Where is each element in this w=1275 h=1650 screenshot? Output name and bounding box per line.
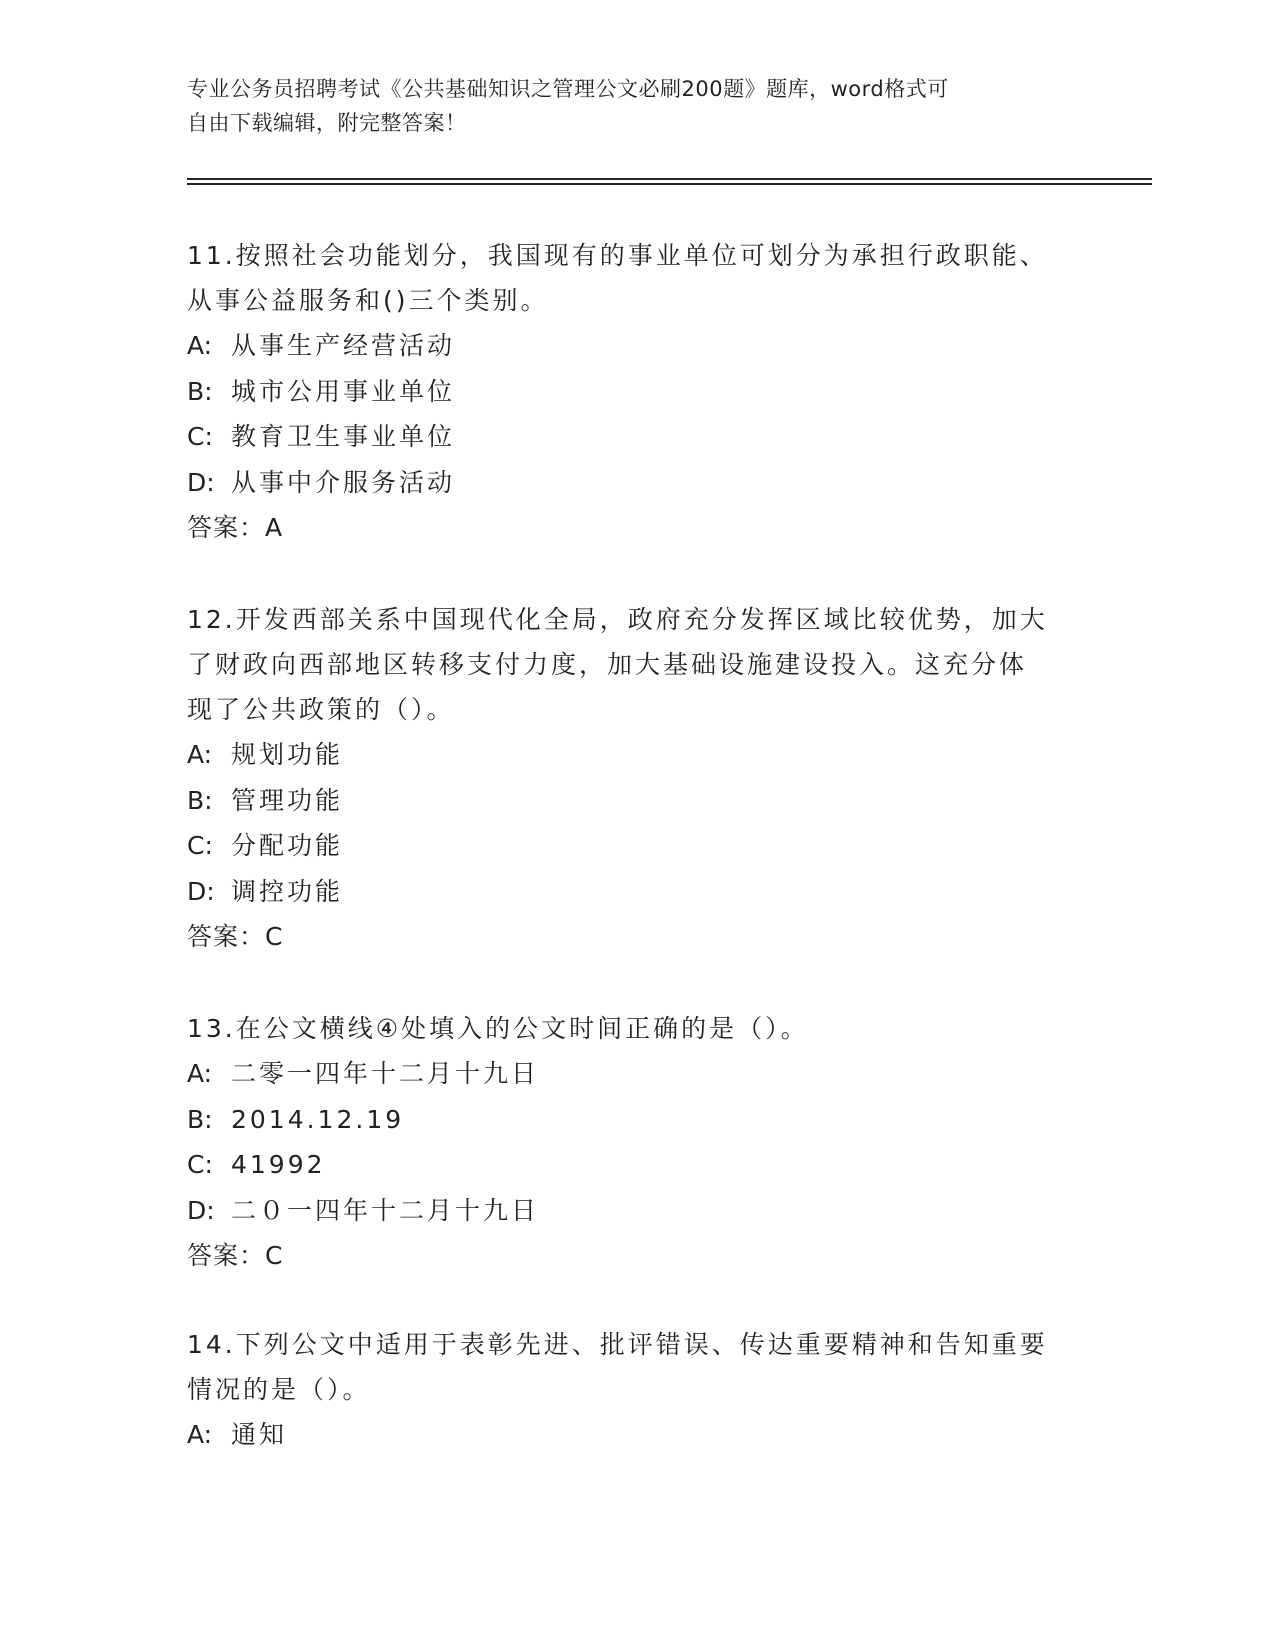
option-key: B:: [187, 1104, 213, 1134]
header-divider: [187, 178, 1152, 180]
option-b: [187, 1097, 1067, 1143]
option-key: A:: [187, 1059, 213, 1088]
header-line: 专业公务员招聘考试《公共基础知识之管理公文必刷200题》题库，word格式可: [187, 77, 949, 101]
header-line: 自由下载编辑，附完整答案！: [187, 111, 467, 135]
option-text: 城市公用事业单位: [231, 376, 456, 406]
question-14: [187, 1322, 1067, 1458]
option-key: D:: [187, 467, 215, 497]
question-12: [187, 597, 1067, 959]
option-c: [187, 414, 1067, 460]
option-text: 从事生产经营活动: [231, 331, 456, 360]
option-text: 分配功能: [231, 831, 344, 860]
option-text: 二零一四年十二月十九日: [231, 1059, 540, 1088]
option-text: 管理功能: [231, 785, 344, 815]
question-stem-line: 了财政向西部地区转移支付力度，加大基础设施建设投入。这充分体: [187, 650, 1028, 679]
question-stem-line: 11.按照社会功能划分，我国现有的事业单位可划分为承担行政职能、: [187, 241, 1048, 270]
option-text: 41992: [231, 1150, 326, 1179]
option-text: 教育卫生事业单位: [231, 422, 456, 451]
question-13: [187, 1006, 1067, 1278]
answer-line: 答案：A: [187, 513, 284, 542]
question-stem-line: 现了公共政策的（）。: [187, 695, 455, 724]
option-key: A:: [187, 1420, 213, 1449]
option-a: [187, 323, 1067, 369]
option-text: 规划功能: [231, 740, 344, 769]
option-a: [187, 1412, 1067, 1458]
question-11: [187, 233, 1067, 550]
option-key: D:: [187, 1195, 215, 1225]
option-text: 从事中介服务活动: [231, 467, 456, 497]
option-key: C:: [187, 831, 213, 860]
option-key: D:: [187, 876, 215, 906]
option-key: B:: [187, 785, 213, 815]
option-key: A:: [187, 740, 213, 769]
option-text: 调控功能: [231, 876, 344, 906]
option-text: 2014.12.19: [231, 1104, 405, 1134]
document-header: [187, 72, 1087, 140]
header-divider: [187, 183, 1152, 185]
question-stem-line: 13.在公文横线④处填入的公文时间正确的是（）。: [187, 1014, 809, 1043]
option-key: B:: [187, 376, 213, 406]
option-text: 二０一四年十二月十九日: [231, 1195, 540, 1225]
option-c: [187, 1142, 1067, 1188]
question-stem-line: 12.开发西部关系中国现代化全局，政府充分发挥区域比较优势，加大: [187, 605, 1048, 634]
option-d: [187, 1188, 1067, 1234]
option-key: C:: [187, 422, 213, 451]
answer-line: 答案：C: [187, 1241, 284, 1270]
option-a: [187, 732, 1067, 778]
question-stem-line: 14.下列公文中适用于表彰先进、批评错误、传达重要精神和告知重要: [187, 1330, 1048, 1359]
option-text: 通知: [231, 1420, 288, 1449]
option-b: [187, 778, 1067, 824]
answer-line: 答案：C: [187, 922, 284, 951]
question-stem-line: 从事公益服务和()三个类别。: [187, 286, 549, 315]
option-key: A:: [187, 331, 213, 360]
option-c: [187, 823, 1067, 869]
option-d: [187, 869, 1067, 915]
option-b: [187, 369, 1067, 415]
option-d: [187, 460, 1067, 506]
option-a: [187, 1051, 1067, 1097]
question-stem-line: 情况的是（）。: [187, 1375, 371, 1404]
option-key: C:: [187, 1150, 213, 1179]
